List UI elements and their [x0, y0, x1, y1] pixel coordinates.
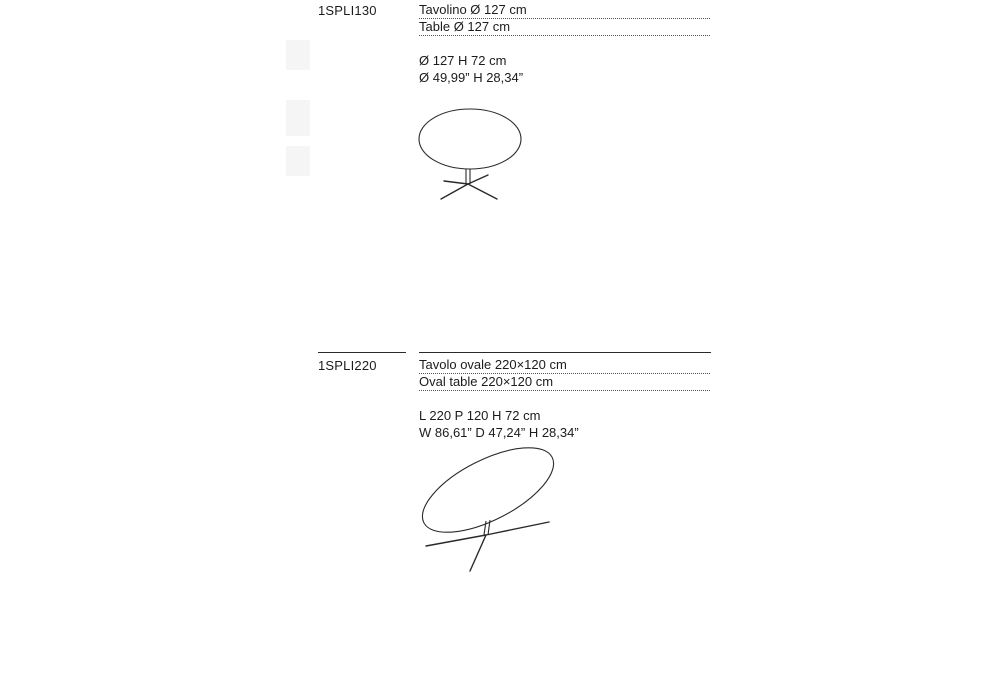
product-name-english: Table Ø 127 cm [419, 19, 710, 36]
oval-table-leg [426, 535, 486, 546]
background-artifact [286, 40, 310, 70]
dimensions-imperial: Ø 49,99” H 28,34” [419, 70, 524, 85]
oval-table-stem [484, 521, 486, 535]
round-table-drawing [419, 109, 521, 199]
divider-rule [419, 352, 711, 353]
oval-table-stem [488, 520, 490, 535]
oval-table-top [410, 431, 566, 550]
oval-table-drawing [410, 431, 566, 571]
oval-table-leg [470, 535, 486, 571]
divider-rule [318, 352, 406, 353]
round-table-leg [444, 181, 468, 184]
background-artifact [286, 146, 310, 176]
round-table-leg [468, 184, 497, 199]
dimensions-metric: Ø 127 H 72 cm [419, 53, 507, 68]
product-name-english: Oval table 220×120 cm [419, 374, 710, 391]
product-code: 1SPLI220 [318, 358, 377, 373]
background-artifact [286, 100, 310, 136]
product-name-italian: Tavolo ovale 220×120 cm [419, 357, 710, 374]
oval-table-leg [486, 522, 549, 535]
round-table-leg [441, 184, 468, 199]
round-table-leg [468, 175, 488, 184]
product-code: 1SPLI130 [318, 3, 377, 18]
product-name-italian: Tavolino Ø 127 cm [419, 2, 710, 19]
round-table-top [419, 109, 521, 169]
dimensions-imperial: W 86,61” D 47,24” H 28,34” [419, 425, 579, 440]
dimensions-metric: L 220 P 120 H 72 cm [419, 408, 541, 423]
